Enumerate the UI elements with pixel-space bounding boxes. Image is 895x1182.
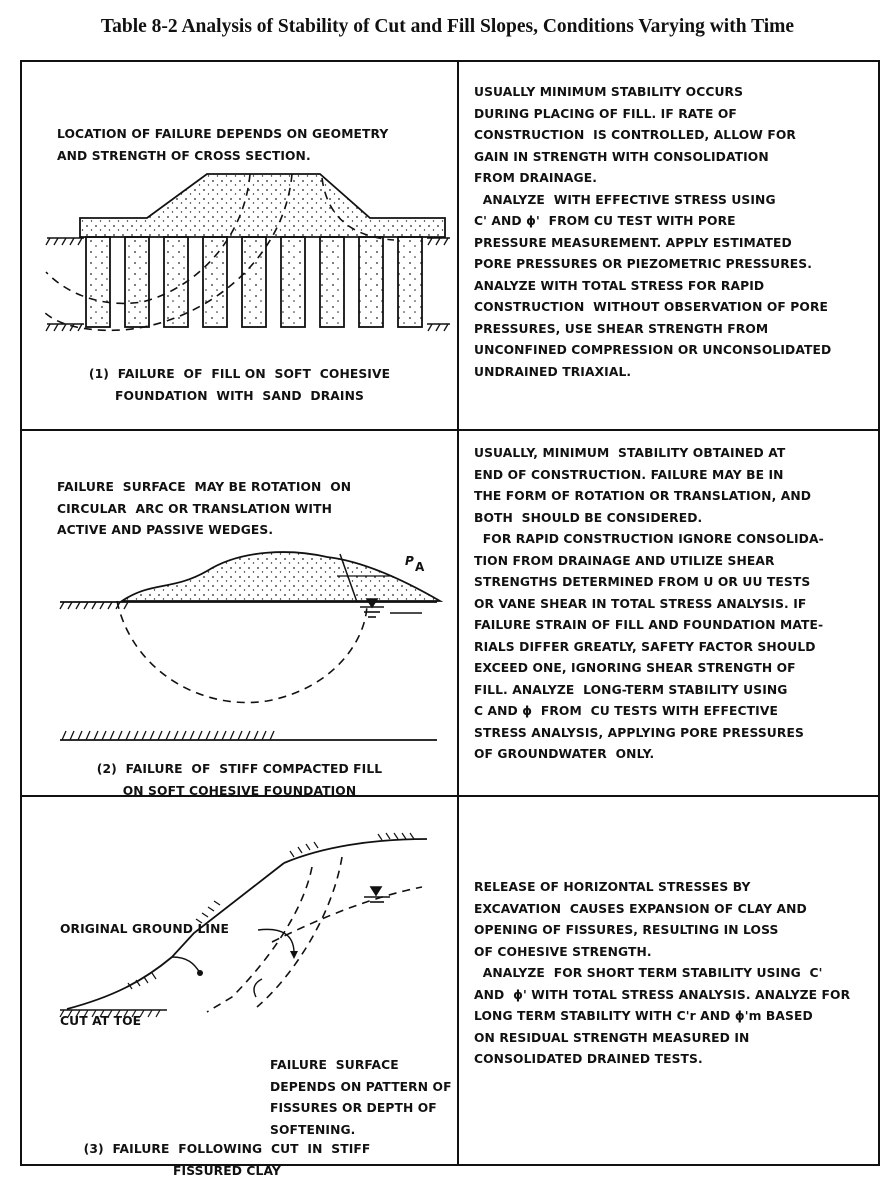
original-ground-line-label: ORIGINAL GROUND LINE (60, 922, 229, 936)
compacted-fill-diagram (22, 431, 457, 795)
row2-analysis-text: USUALLY, MINIMUM STABILITY OBTAINED AT END OF CONSTRUCTION. FAILURE MAY BE IN THE FORM OF ROTATION OR TRANSLATION, AND BOTH SHOULD BE CONSIDERED. FOR RAPID CONSTRUCTION IGNORE CONSOLIDA- TION FROM DRAINAGE AND UTILIZE SHEAR STRENGTHS DETERMINED FROM U OR UU TESTS OR VANE SHEAR IN TOTAL STRESS ANALYSIS. IF FAILURE STRAIN OF FILL AND FOUNDATION MATE- RIALS DIFFER GREATLY, SAFETY FACTOR SHOULD EXCEED ONE, IGNORING SHEAR STRENGTH OF FILL. ANALYZE LONG-TERM STABILITY USING C AND ϕ FROM CU TESTS WITH EFFECTIVE STRESS ANALYSIS, APPLYING PORE PRESSURES OF GROUNDWATER ONLY. (474, 446, 824, 761)
row1-figure-cell (22, 62, 457, 429)
row1-analysis-text: USUALLY MINIMUM STABILITY OCCURS DURING PLACING OF FILL. IF RATE OF CONSTRUCTION IS CONTROLLED, ALLOW FOR GAIN IN STRENGTH WITH CONSOLIDATION FROM DRAINAGE. ANALYZE WITH EFFECTIVE STRESS USING C' AND ϕ' FROM CU TEST WITH PORE PRESSURE MEASUREMENT. APPLY ESTIMATED PORE PRESSURES OR PIEZOMETRIC PRESSURES. ANALYZE WITH TOTAL STRESS FOR RAPID CONSTRUCTION WITHOUT OBSERVATION OF PORE PRESSURES, USE SHEAR STRENGTH FROM UNCONFINED COMPRESSION OR UNCONSOLIDATED UNDRAINED TRIAXIAL. (474, 85, 832, 379)
row3-caption: (3) FAILURE FOLLOWING CUT IN STIFF FISSURED CLAY (83, 1142, 371, 1178)
row1-analysis-cell (459, 62, 880, 429)
row3-analysis-text: RELEASE OF HORIZONTAL STRESSES BY EXCAVATION CAUSES EXPANSION OF CLAY AND OPENING OF FISSURES, RESULTING IN LOSS OF COHESIVE STRENGTH. ANALYZE FOR SHORT TERM STABILITY USING C' AND ϕ' WITH TOTAL STRESS ANALYSIS. ANALYZE FOR LONG TERM STABILITY WITH C'r AND ϕ'm BASED ON RESIDUAL STRENGTH MEASURED IN CONSOLIDATED DRAINED TESTS. (474, 880, 851, 1066)
failure-surface-label: FAILURE SURFACE DEPENDS ON PATTERN OF FISSURES OR DEPTH OF SOFTENING. (270, 1058, 452, 1137)
row1-location-note: LOCATION OF FAILURE DEPENDS ON GEOMETRY AND STRENGTH OF CROSS SECTION. (57, 127, 389, 163)
cut-at-toe-label: CUT AT TOE (60, 1014, 142, 1028)
stability-table (20, 60, 880, 1178)
row2-analysis-cell (459, 431, 880, 795)
passive-pressure-label: P (405, 554, 414, 568)
row3-figure-cell (22, 797, 457, 1178)
passive-pressure-subscript: A (415, 560, 425, 574)
row2-caption: (2) FAILURE OF STIFF COMPACTED FILL ON SOFT COHESIVE FOUNDATION (96, 762, 383, 798)
row1-caption: (1) FAILURE OF FILL ON SOFT COHESIVE FOUNDATION WITH SAND DRAINS (88, 367, 391, 403)
row2-figure-cell (22, 431, 457, 798)
table-title: Table 8-2 Analysis of Stability of Cut and Fill Slopes, Conditions Varying with Time (100, 16, 795, 37)
row3-analysis-cell (459, 797, 880, 1166)
row2-failure-note: FAILURE SURFACE MAY BE ROTATION ON CIRCULAR ARC OR TRANSLATION WITH ACTIVE AND PASSIVE WEDGES. (57, 480, 352, 537)
